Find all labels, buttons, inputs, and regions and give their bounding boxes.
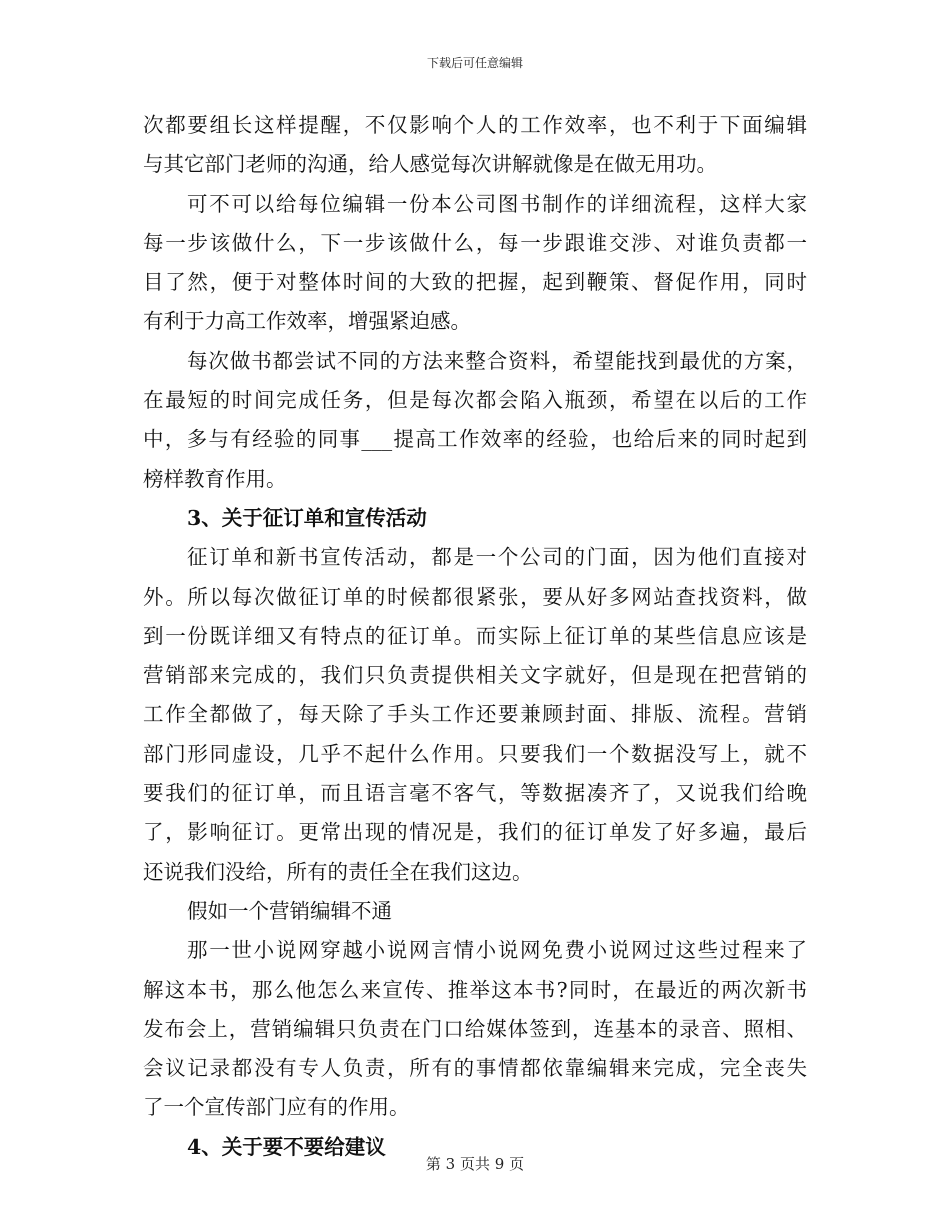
text-line: 会议记录都没有专人负责，所有的事情都依靠编辑来完成，完全丧失 — [143, 1056, 807, 1081]
text-line: 每次做书都尝试不同的方法来整合资料，希望能找到最优的方案， — [187, 348, 807, 373]
page-footer: 第 3 页共 9 页 — [425, 1155, 525, 1173]
text-line: 要我们的征订单，而且语言毫不客气，等数据凑齐了，又说我们给晚 — [143, 781, 807, 806]
text-line: 工作全都做了，每天除了手头工作还要兼顾封面、排版、流程。营销 — [143, 702, 807, 727]
text-line: 部门形同虚设，几乎不起什么作用。只要我们一个数据没写上，就不 — [143, 741, 807, 766]
section-heading: 3、关于征订单和宣传活动 — [187, 505, 427, 530]
text-line: 与其它部门老师的沟通，给人感觉每次讲解就像是在做无用功。 — [143, 152, 717, 177]
text-line: 在最短的时间完成任务，但是每次都会陷入瓶颈，希望在以后的工作 — [143, 388, 807, 413]
text-line: 了一个宣传部门应有的作用。 — [143, 1095, 410, 1120]
text-line: 发布会上，营销编辑只负责在门口给媒体签到，连基本的录音、照相、 — [143, 1016, 807, 1041]
text-line: 征订单和新书宣传活动，都是一个公司的门面，因为他们直接对 — [187, 545, 807, 570]
text-line: 了，影响征订。更常出现的情况是，我们的征订单发了好多遍，最后 — [143, 820, 807, 845]
text-line: 还说我们没给，所有的责任全在我们这边。 — [143, 859, 533, 884]
text-line: 可不可以给每位编辑一份本公司图书制作的详细流程，这样大家 — [187, 191, 807, 216]
text-line: 那一世小说网穿越小说网言情小说网免费小说网过这些过程来了 — [187, 938, 807, 963]
text-line: 外。所以每次做征订单的时候都很紧张，要从好多网站查找资料，做 — [143, 584, 807, 609]
text-line: 假如一个营销编辑不通 — [187, 898, 392, 923]
text-line: 营销部来完成的，我们只负责提供相关文字就好，但是现在把营销的 — [143, 663, 807, 688]
text-line: 每一步该做什么，下一步该做什么，每一步跟谁交涉、对谁负责都一 — [143, 230, 807, 255]
text-line: 榜样教育作用。 — [143, 466, 287, 491]
text-line: 中，多与有经验的同事___提高工作效率的经验，也给后来的同时起到 — [143, 427, 807, 452]
text-line: 目了然，便于对整体时间的大致的把握，起到鞭策、督促作用，同时 — [143, 270, 807, 295]
page-header: 下载后可任意编辑 — [426, 56, 523, 70]
document-body — [143, 106, 807, 1167]
section-heading: 4、关于要不要给建议 — [187, 1134, 386, 1159]
text-line: 有利于力高工作效率，增强紧迫感。 — [143, 309, 471, 334]
text-line: 解这本书，那么他怎么来宣传、推举这本书?同时，在最近的两次新书 — [143, 977, 807, 1002]
text-line: 次都要组长这样提醒，不仅影响个人的工作效率，也不利于下面编辑 — [143, 113, 807, 137]
text-line: 到一份既详细又有特点的征订单。而实际上征订单的某些信息应该是 — [143, 623, 807, 648]
